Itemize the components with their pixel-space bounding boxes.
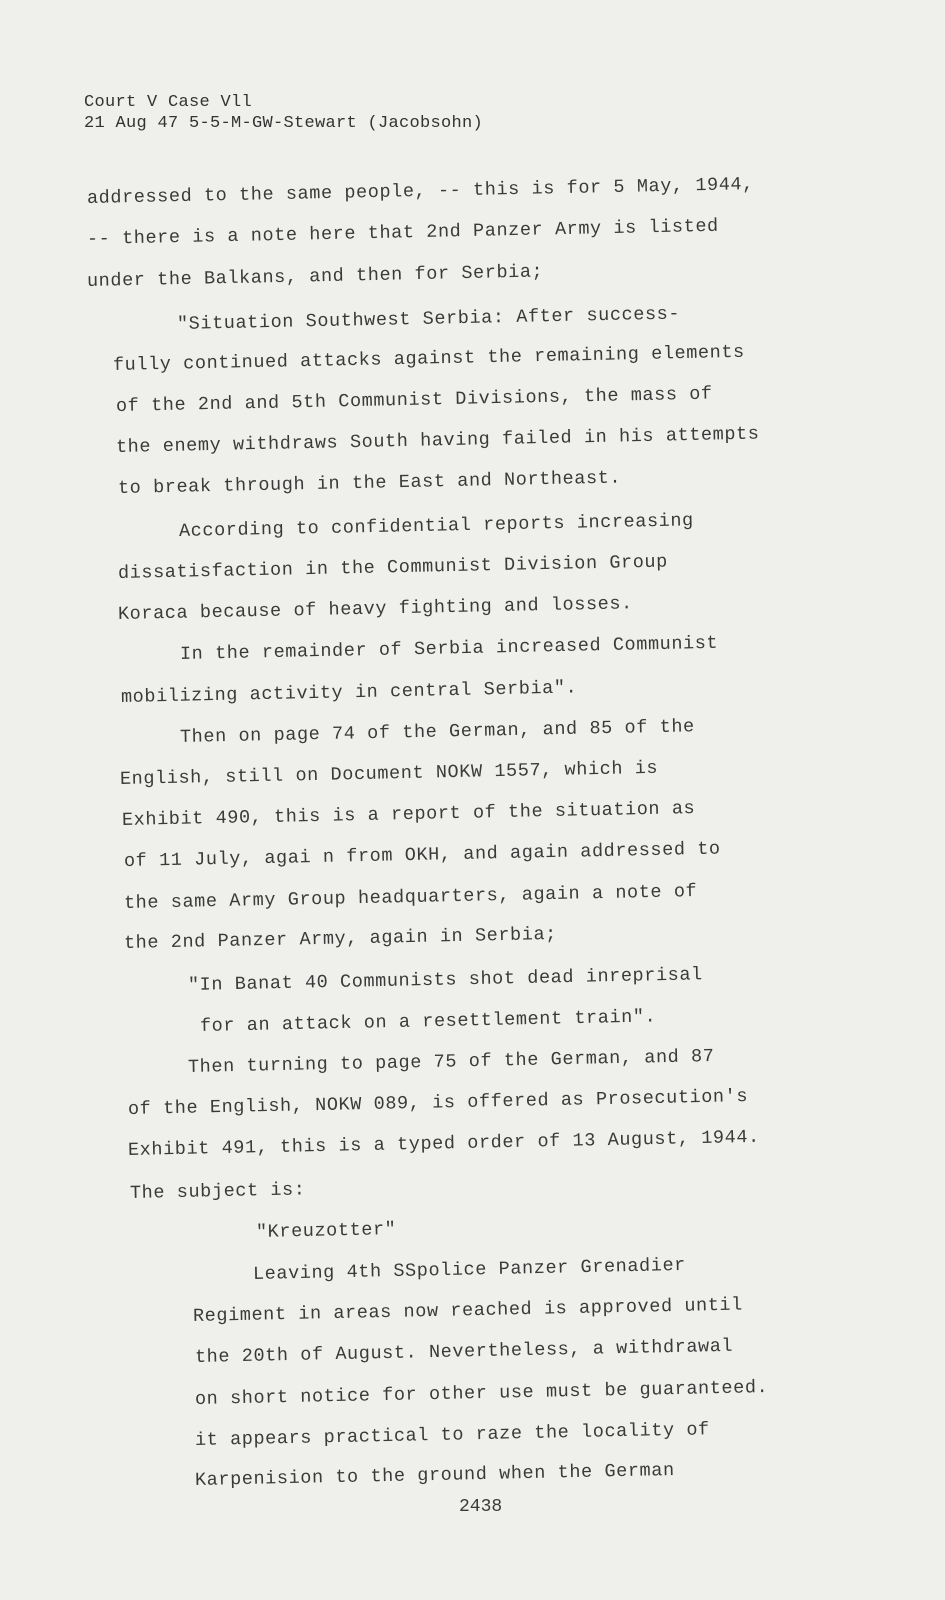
text-line: the 20th of August. Nevertheless, a withdrawal — [194, 1335, 734, 1368]
text-line: under the Balkans, and then for Serbia; — [86, 261, 544, 292]
text-line: dissatisfaction in the Communist Division Group — [117, 551, 669, 584]
text-line: Koraca because of heavy fighting and losses. — [117, 593, 633, 625]
text-line: of the English, NOKW 089, is offered as Prosecution's — [127, 1086, 749, 1120]
text-line: According to confidential reports increasing — [178, 510, 694, 542]
text-line: Exhibit 491, this is a typed order of 13 August, 1944. — [127, 1126, 760, 1161]
text-line: for an attack on a resettlement train". — [199, 1006, 657, 1037]
text-line: Karpenision to the ground when the German — [194, 1459, 675, 1491]
text-line: mobilizing activity in central Serbia". — [120, 677, 578, 708]
court-case-line: Court V Case Vll — [84, 93, 253, 112]
text-line: fully continued attacks against the remaining elements — [112, 341, 745, 376]
text-line: to break through in the East and Northeast. — [117, 467, 622, 499]
page-number: 2438 — [459, 1497, 503, 1517]
text-line: -- there is a note here that 2nd Panzer Army is listed — [86, 215, 719, 250]
text-line: Leaving 4th SSpolice Panzer Grenadier — [252, 1254, 687, 1285]
text-line: addressed to the same people, -- this is for 5 May, 1944, — [86, 174, 755, 209]
text-line: the same Army Group headquarters, again a note of — [123, 880, 698, 914]
text-line: on short notice for other use must be guaranteed. — [194, 1376, 769, 1410]
text-line: "Situation Southwest Serbia: After success- — [176, 303, 681, 335]
text-line: In the remainder of Serbia increased Communist — [179, 632, 719, 665]
text-line: English, still on Document NOKW 1557, which is — [119, 757, 659, 790]
text-line: the 2nd Panzer Army, again in Serbia; — [123, 923, 558, 954]
date-reporter-line: 21 Aug 47 5-5-M-GW-Stewart (Jacobsohn) — [84, 114, 484, 133]
text-line: Then turning to page 75 of the German, and 87 — [187, 1045, 715, 1078]
text-line: Regiment in areas now reached is approved until — [192, 1294, 744, 1327]
text-line: of 11 July, agai n from OKH, and again addressed to — [123, 838, 721, 872]
text-line: the enemy withdraws South having failed in his attempts — [115, 423, 760, 458]
text-line: The subject is: — [129, 1179, 306, 1204]
document-header — [84, 92, 483, 134]
text-line: Exhibit 490, this is a report of the situation as — [121, 797, 696, 831]
text-line: it appears practical to raze the locality of — [194, 1419, 710, 1451]
text-line: Then on page 74 of the German, and 85 of the — [179, 716, 695, 748]
text-line: "In Banat 40 Communists shot dead inreprisal — [187, 964, 703, 996]
text-line: of the 2nd and 5th Communist Divisions, the mass of — [115, 383, 713, 417]
text-line: "Kreuzotter" — [255, 1219, 397, 1243]
